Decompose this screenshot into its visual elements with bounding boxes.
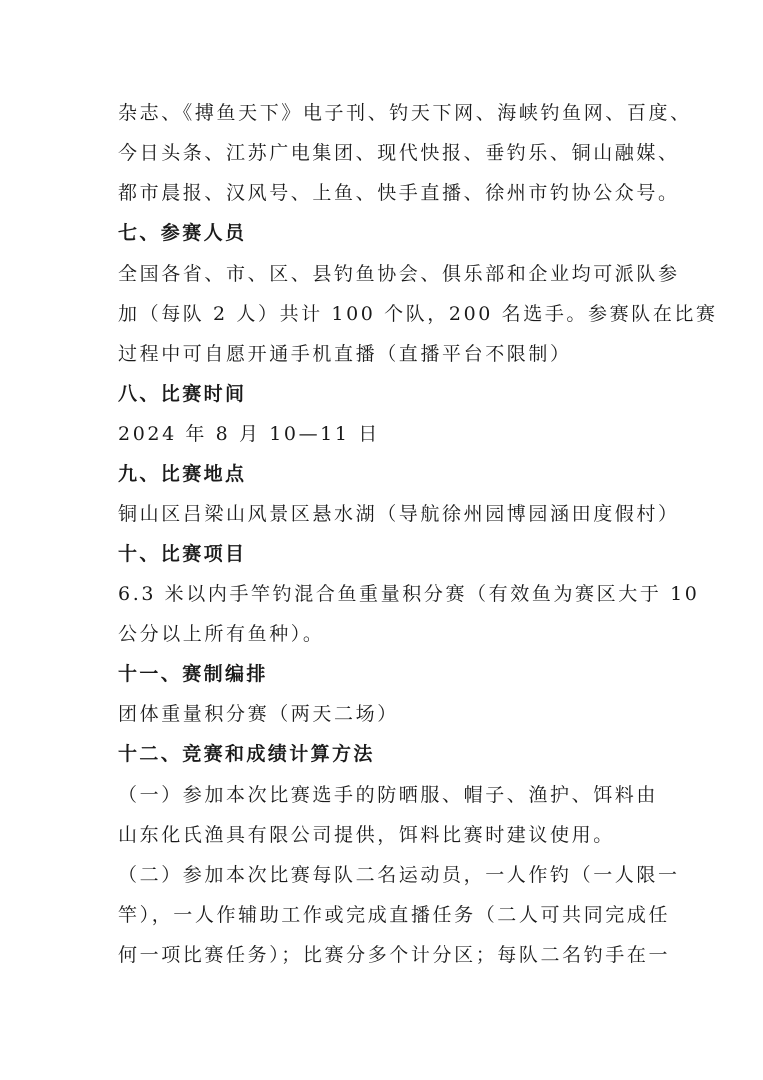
- section-heading: 八、比赛时间: [118, 383, 247, 405]
- body-line: 杂志、《搏鱼天下》电子刊、钓天下网、海峡钓鱼网、百度、: [118, 102, 692, 124]
- section-heading: 十二、竞赛和成绩计算方法: [118, 743, 375, 765]
- body-line: 6.3 米以内手竿钓混合鱼重量积分赛（有效鱼为赛区大于 10: [118, 583, 700, 605]
- body-line: 全国各省、市、区、县钓鱼协会、俱乐部和企业均可派队参: [118, 263, 680, 285]
- body-line: 铜山区吕梁山风景区悬水湖（导航徐州园博园涵田度假村）: [118, 503, 680, 525]
- body-line: 2024 年 8 月 10—11 日: [118, 423, 380, 445]
- body-line: 今日头条、江苏广电集团、现代快报、垂钓乐、铜山融媒、: [118, 142, 680, 164]
- body-line: 竿），一人作辅助工作或完成直播任务（二人可共同完成任: [118, 904, 671, 926]
- section-heading: 十一、赛制编排: [118, 663, 268, 685]
- section-heading: 九、比赛地点: [118, 463, 247, 485]
- body-line: 过程中可自愿开通手机直播（直播平台不限制）: [118, 343, 572, 365]
- body-line: 团体重量积分赛（两天二场）: [118, 703, 399, 725]
- body-line: 何一项比赛任务）；比赛分多个计分区；每队二名钓手在一: [118, 944, 671, 966]
- body-line: （二）参加本次比赛每队二名运动员，一人作钓（一人限一: [118, 864, 680, 886]
- body-line: （一）参加本次比赛选手的防晒服、帽子、渔护、饵料由: [118, 784, 659, 806]
- body-line: 加（每队 2 人）共计 100 个队，200 名选手。参赛队在比赛: [118, 303, 718, 325]
- body-line: 公分以上所有鱼种）。: [118, 623, 325, 645]
- section-heading: 七、参赛人员: [118, 222, 247, 244]
- body-line: 都市晨报、汉风号、上鱼、快手直播、徐州市钓协公众号。: [118, 182, 680, 204]
- body-line: 山东化氏渔具有限公司提供，饵料比赛时建议使用。: [118, 824, 615, 846]
- section-heading: 十、比赛项目: [118, 543, 247, 565]
